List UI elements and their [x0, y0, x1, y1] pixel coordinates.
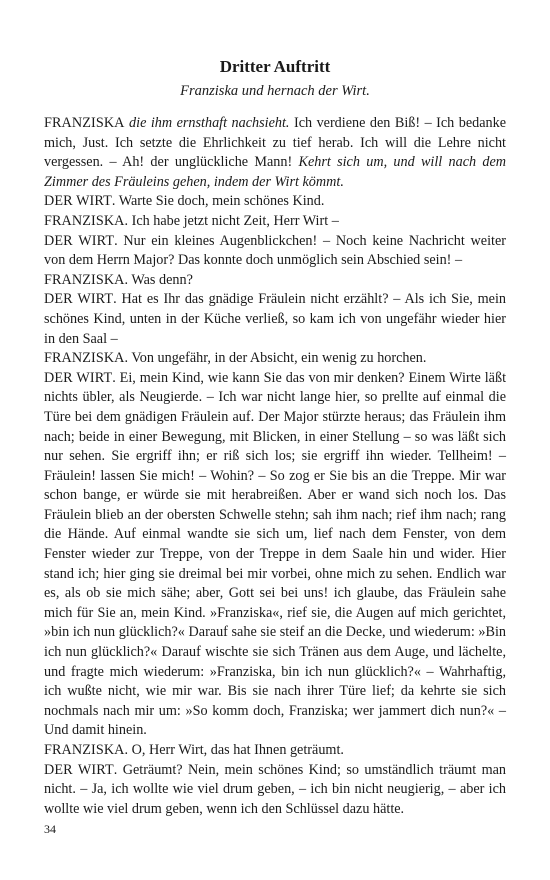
dialogue-paragraph: DER WIRT. Geträumt? Nein, mein schönes Kind; so umständlich träumt man nicht. – Ja, ich wollte wie viel drum geben, – ich bin nicht neugierig, – aber ich wollte wie viel drum geben, wenn ich den Schlüssel dazu hätte. — [44, 761, 507, 817]
speaker-name: DER WIRT — [44, 291, 114, 308]
dialogue-body — [44, 114, 506, 819]
speaker-name: FRANZISKA — [44, 271, 125, 288]
dialogue-paragraph: FRANZISKA. O, Herr Wirt, das hat Ihnen geträumt. — [44, 742, 344, 758]
dialogue-paragraph — [44, 114, 506, 192]
speaker-name: FRANZISKA — [44, 212, 125, 229]
speaker-name: DER WIRT — [44, 761, 114, 778]
speaker-name: DER WIRT — [44, 232, 115, 249]
speaker-name: FRANZISKA — [44, 350, 125, 367]
speaker-name: FRANZISKA — [44, 742, 125, 758]
dialogue-paragraph: DER WIRT. Hat es Ihr das gnädige Fräulein nicht erzählt? – Als ich Sie, mein schönes Kind, unten in der Küche verließ, so kam ich von ungefähr wieder hier in den Saal – — [44, 291, 507, 347]
scene-subtitle: Franziska und hernach der Wirt. — [180, 83, 370, 99]
speech-text: Nur ein kleines Augenblickchen! – Noch keine Nachricht weiter von dem Herrn Major? Das konnte doch unmöglich sein Abschied sein! – — [44, 232, 507, 269]
speech-text: Ich verdiene den Biß! – Ich bedanke mich, Just. Ich setzte die Ehrlichkeit zu tief herab. Ich will die Lehre nicht vergessen. – Ah! der unglückliche Mann! — [44, 115, 507, 171]
stage-direction: die ihm ernsthaft nachsieht. — [129, 115, 290, 131]
dialogue-paragraph: DER WIRT. Nur ein kleines Augenblickchen! – Noch keine Nachricht weiter von dem Herrn Major? Das konnte doch unmöglich sein Abschied sein! – — [44, 232, 507, 269]
speech-text: Ich habe jetzt nicht Zeit, Herr Wirt – — [131, 212, 339, 229]
page — [44, 56, 506, 819]
speech-text: Von ungefähr, in der Absicht, ein wenig zu horchen. — [131, 350, 427, 367]
speaker-name: DER WIRT — [44, 369, 113, 386]
dialogue-paragraph: FRANZISKA. Was denn? — [44, 271, 193, 288]
speech-text: Geträumt? Nein, mein schönes Kind; so umständlich träumt man nicht. – Ja, ich wollte wie viel drum geben, – ich bin nicht neugierig, – aber ich wollte wie viel drum geben, wenn ich den Schlüssel dazu hätte. — [44, 761, 507, 817]
speaker-name: FRANZISKA — [44, 115, 125, 131]
speaker-name: DER WIRT — [44, 193, 112, 210]
scene-title: Dritter Auftritt — [219, 57, 331, 76]
stage-direction: Kehrt sich um, und will nach dem Zimmer des Fräuleins gehen, indem der Wirt kömmt. — [44, 154, 507, 190]
dialogue-paragraph: DER WIRT. Warte Sie doch, mein schönes Kind. — [44, 193, 325, 210]
speech-text: Ei, mein Kind, wie kann Sie das von mir denken? Einem Wirte läßt nichts übler, als Neugierde. – Ich war nicht lange hier, so prellte auf einmal die Türe bei dem gnädigen Fräulein auf. Der Major stürzte heraus; das Fräulein ihm nach; beide in einer Bewegung, mit Blicken, in einer Stellung – so was läßt sich nur sehen. Sie ergriff ihn; er riß sich los; sie ergriff ihn wieder. Tellheim! – Fräulein! lassen Sie mich! – Wohin? – So zog er Sie bis an die Treppe. Mir war schon bange, er würde sie mit herabreißen. Aber er wand sich noch los. Das Fräulein blieb an der obersten Schwelle stehn; sah ihm nach; rief ihm nach; rang die Hände. Auf einmal wandte sie sich um, lief nach dem Fenster, von dem Fenster wieder zur Treppe, von der Treppe in dem Saale hin und wider. Hier stand ich; hier ging sie dreimal bei mir vorbei, ohne mich zu sehen. Endlich war es, als ob sie mich sähe; aber, Gott sei bei uns! ich glaube, das Fräulein sahe mich für Sie an, mein Kind. »Franziska«, rief sie, die Augen auf mich gerichtet, »bin ich nun glücklich?« Darauf sahe sie steif an die Decke, und wiederum: »Bin ich nun glücklich?« Darauf wischte sie sich Tränen aus dem Auge, und lächelte, und fragte mich wiederum: »Franziska, bin ich nun glücklich?« – Wahrhaftig, ich wußte nicht, wie mir war. Bis sie nach ihrer Türe lief; da kehrte sie sich nochmals nach mir um: »So komm doch, Franziska; wer jammert dich nun?« – Und damit hinein. — [44, 369, 507, 739]
dialogue-paragraph: FRANZISKA. Ich habe jetzt nicht Zeit, Herr Wirt – — [44, 212, 339, 229]
page-number: 34 — [44, 822, 56, 836]
dialogue-paragraph: DER WIRT. Ei, mein Kind, wie kann Sie das von mir denken? Einem Wirte läßt nichts übler, als Neugierde. – Ich war nicht lange hier, so prellte auf einmal die Türe bei dem gnädigen Fräulein auf. Der Major stürzte heraus; das Fräulein ihm nach; beide in einer Bewegung, mit Blicken, in einer Stellung – so was läßt sich nur sehen. Sie ergriff ihn; er riß sich los; sie ergriff ihn wieder. Tellheim! – Fräulein! lassen Sie mich! – Wohin? – So zog er Sie bis an die Treppe. Mir war schon bange, er würde sie mit herabreißen. Aber er wand sich noch los. Das Fräulein blieb an der obersten Schwelle stehn; sah ihm nach; rief ihm nach; rang die Hände. Auf einmal wandte sie sich um, lief nach dem Fenster, von dem Fenster wieder zur Treppe, von der Treppe in dem Saale hin und wider. Hier stand ich; hier ging sie dreimal bei mir vorbei, ohne mich zu sehen. Endlich war es, als ob sie mich sähe; aber, Gott sei bei uns! ich glaube, das Fräulein sahe mich für Sie an, mein Kind. »Franziska«, rief sie, die Augen auf mich gerichtet, »bin ich nun glücklich?« Darauf sahe sie steif an die Decke, und wiederum: »Bin ich nun glücklich?« Darauf wischte sie sich Tränen aus dem Auge, und lächelte, und fragte mich wiederum: »Franziska, bin ich nun glücklich?« – Wahrhaftig, ich wußte nicht, wie mir war. Bis sie nach ihrer Türe lief; da kehrte sie sich nochmals nach mir um: »So komm doch, Franziska; wer jammert dich nun?« – Und damit hinein. — [44, 369, 507, 739]
speech-text: Was denn? — [131, 271, 193, 288]
speech-text: Warte Sie doch, mein schönes Kind. — [118, 193, 325, 210]
speech-text: Hat es Ihr das gnädige Fräulein nicht erzählt? – Als ich Sie, mein schönes Kind, unten in der Küche verließ, so kam ich von ungefähr wieder hier in den Saal – — [44, 291, 507, 347]
dialogue-paragraph: FRANZISKA. Von ungefähr, in der Absicht, ein wenig zu horchen. — [44, 350, 427, 367]
speech-text: O, Herr Wirt, das hat Ihnen geträumt. — [131, 742, 344, 758]
